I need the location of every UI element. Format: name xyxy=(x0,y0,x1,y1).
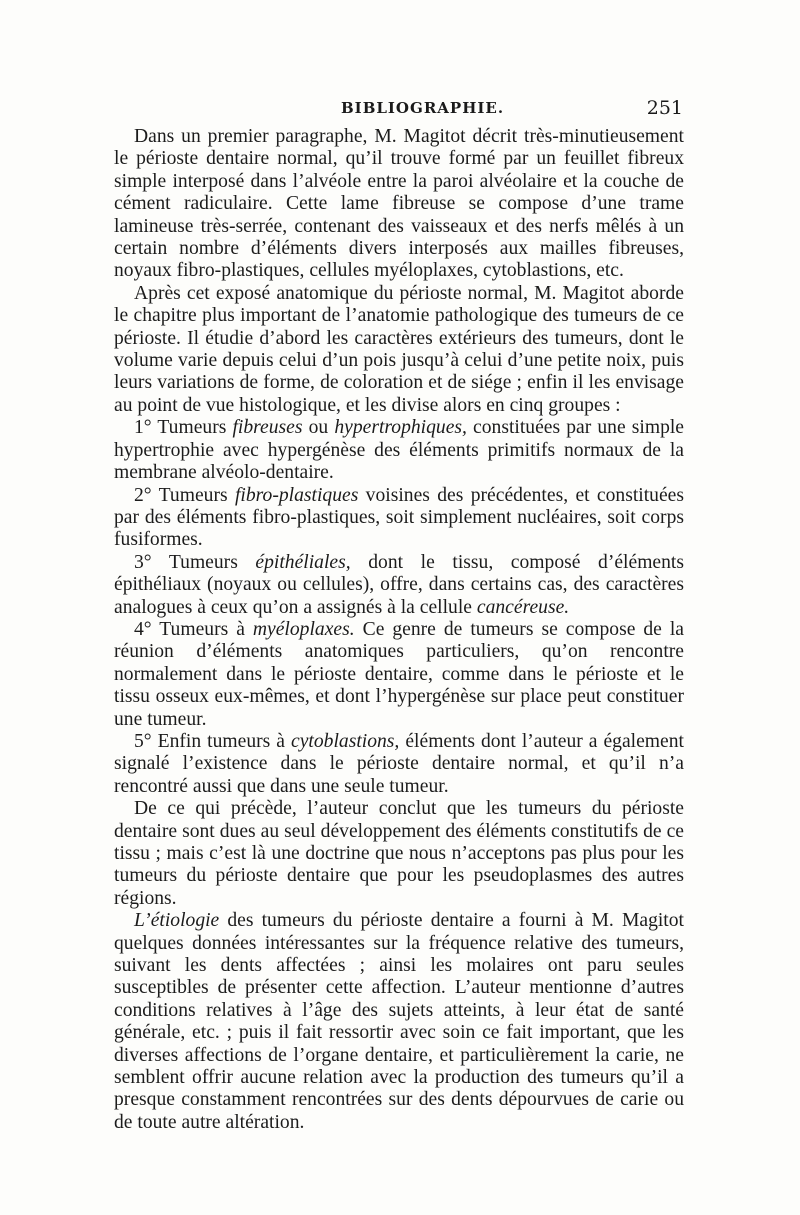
italic-term: L’étiologie xyxy=(134,910,220,932)
running-title: BIBLIOGRAPHIE. xyxy=(341,99,505,117)
text-run: Ce genre de tumeurs se compose de la réunion d’éléments anatomiques particuliers, qu’on rencontre normalement dans le périoste dentaire, comme dans le périoste et le tissu osseux eux-mêmes, et dont l’hypergénèse sur place peut constituer une tumeur. xyxy=(114,618,684,730)
text-run: 3° Tumeurs xyxy=(134,551,256,573)
text-run: éléments dont l’auteur a également signalé l’existence dans le périoste dentaire normal, et qu’il n’a rencontré aussi que dans une seule tumeur. xyxy=(114,730,684,797)
paragraph xyxy=(114,619,684,731)
paragraph xyxy=(114,731,684,798)
text-run: 5° Enfin tumeurs à xyxy=(134,730,292,752)
paragraph xyxy=(114,910,684,1134)
text-run: Dans un premier paragraphe, M. Magitot décrit très-minutieusement le périoste dentaire normal, qu’il trouve formé par un feuillet fibreux simple interposé dans l’alvéole entre la paroi alvéolaire et la couche de cément radiculaire. Cette lame fibreuse se compose d’une trame lamineuse très-serrée, contenant des vaisseaux et des nerfs mêlés à un certain nombre d’éléments divers interposés aux mailles fibreuses, noyaux fibro-plastiques, cellules myéloplaxes, cytoblastions, etc. xyxy=(114,126,684,282)
italic-term: épithéliales, xyxy=(255,551,351,573)
text-run: voisines des précédentes, et constituées par des éléments fibro-plastiques, soit simplement nucléaires, soit corps fusiformes. xyxy=(114,484,684,551)
paragraph xyxy=(114,485,684,552)
text-run: 4° Tumeurs à xyxy=(134,618,253,640)
text-run: 2° Tumeurs xyxy=(134,484,235,506)
paragraph xyxy=(114,552,684,619)
paragraph xyxy=(114,126,684,283)
text-run: Après cet exposé anatomique du périoste normal, M. Magitot aborde le chapitre plus important de l’anatomie pathologique des tumeurs de ce périoste. Il étudie d’abord les caractères extérieurs des tumeurs, dont le volume varie depuis celui d’un pois jusqu’à celui d’une petite noix, puis leurs variations de forme, de coloration et de siége ; enfin il les envisage au point de vue histologique, et les divise alors en cinq groupes : xyxy=(114,282,684,416)
paragraph xyxy=(114,798,684,910)
text-run: constituées par une simple hypertrophie avec hypergénèse des éléments primitifs normaux de la membrane alvéolo-dentaire. xyxy=(114,417,685,484)
italic-term: myéloplaxes. xyxy=(252,618,355,640)
page-number: 251 xyxy=(646,97,683,119)
paragraph xyxy=(114,283,684,417)
text-run: dont le tissu, composé d’éléments épithéliaux (noyaux ou cellules), offre, dans certains cas, des caractères analogues à ceux qu’on a assignés à la cellule xyxy=(114,551,684,618)
italic-term: fibreuses xyxy=(232,417,303,439)
text-run: De ce qui précède, l’auteur conclut que les tumeurs du périoste dentaire sont dues au seul développement des éléments constitutifs de ce tissu ; mais c’est là une doctrine que nous n’acceptons pas plus pour les tumeurs du périoste dentaire que pour les pseudoplasmes des autres régions. xyxy=(114,798,684,909)
body-text xyxy=(114,126,684,1134)
text-run: ou xyxy=(302,417,335,439)
text-run: 1° Tumeurs xyxy=(134,417,233,439)
page-header xyxy=(113,95,685,121)
text-run: des tumeurs du périoste dentaire a fourni à M. Magitot quelques données intéressantes sur la fréquence relative des tumeurs, suivant les dents affectées ; ainsi les molaires ont paru seules susceptibles de présenter cette affection. L’auteur mentionne d’autres conditions relatives à l’âge des sujets atteints, à leur état de santé générale, etc. ; puis il fait ressortir avec soin ce fait important, que les diverses affections de l’organe dentaire, et particulièrement la carie, ne semblent offrir aucune relation avec la production des tumeurs qu’il a presque constamment rencontrées sur des dents dépourvues de carie ou de toute autre altération. xyxy=(114,910,684,1133)
italic-term: fibro-plastiques xyxy=(234,484,359,506)
paragraph xyxy=(114,417,684,484)
italic-term: hypertrophiques, xyxy=(334,417,467,439)
italic-term: cytoblastions, xyxy=(291,730,400,752)
italic-term: cancéreuse. xyxy=(476,596,570,618)
